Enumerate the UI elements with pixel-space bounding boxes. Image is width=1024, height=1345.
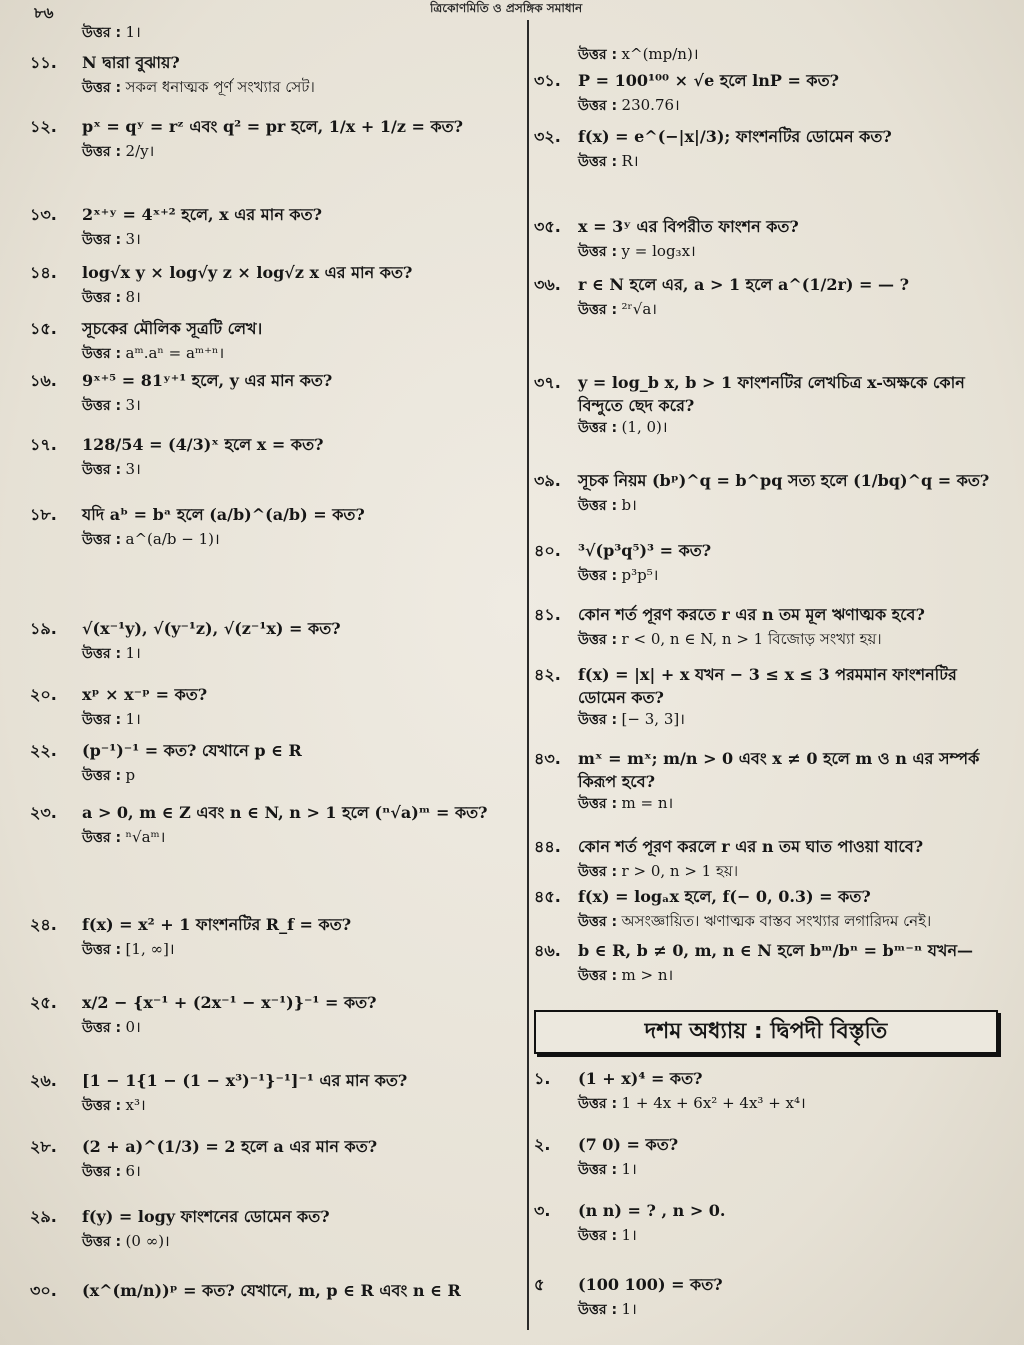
answer-text: m = n। [621,794,674,813]
answer-line [534,299,1010,321]
question-text: N দ্বারা বুঝায়? [82,53,180,72]
question-number: ৩১. [534,71,561,90]
question-row [30,368,518,395]
question-item [30,738,518,787]
answer-label: উত্তর : [578,98,618,114]
answer-text: m > n। [621,966,674,984]
question-item [534,370,1010,439]
question-text: যদি aᵇ = bᵃ হলে (a/b)^(a/b) = কত? [82,505,365,524]
question-row [534,746,1010,793]
answer-label: উত্তর : [82,646,122,662]
question-number: ২৯. [30,1207,57,1226]
answer-label: উত্তর : [82,25,122,41]
question-number: ৪৪. [534,837,561,856]
answer-label: উত্তর : [578,244,618,260]
answer-text: 3। [125,460,141,478]
answer-line [534,151,1010,173]
answer-label: উত্তর : [82,1234,122,1250]
question-row [30,502,518,529]
question-item [30,316,518,365]
answer-text: 1। [621,1300,637,1318]
question-item [534,602,1010,651]
question-row [534,124,1010,151]
question-item [534,938,1010,987]
answer-label: উত্তর : [578,568,618,584]
question-text: log√x y × log√y z × log√z x এর মান কত? [82,263,413,282]
column-divider [527,20,529,1330]
answer-text: b। [621,496,637,514]
question-item [30,1278,518,1305]
question-row [30,260,518,287]
question-item [534,214,1010,263]
answer-line [30,643,518,665]
answer-line [534,1159,1010,1181]
question-row [534,68,1010,95]
question-text: 9ˣ⁺⁵ = 81ʸ⁺¹ হলে, y এর মান কত? [82,371,333,390]
question-row [30,990,518,1017]
answer-line [534,629,1010,651]
answer-line [534,911,1010,933]
question-number: ৪০. [534,541,561,560]
answer-line [534,793,1010,815]
question-item [30,50,518,99]
question-item [30,22,518,44]
answer-label: উত্তর : [82,462,122,478]
question-number: ২৮. [30,1137,57,1156]
question-row [30,616,518,643]
question-row [534,272,1010,299]
question-item [534,44,1010,66]
answer-label: উত্তর : [82,290,122,306]
answer-line [30,395,518,417]
question-text: (1 + x)⁴ = কত? [578,1069,703,1088]
question-number: ৪৫. [534,887,561,906]
question-item [30,368,518,417]
answer-label: উত্তর : [578,302,618,318]
answer-text: 1। [621,1226,637,1244]
answer-label: উত্তর : [578,968,618,984]
question-number: ১. [534,1069,551,1088]
answer-label: উত্তর : [578,1096,618,1112]
question-item [30,432,518,481]
answer-text: 1। [125,23,141,41]
answer-text: (1, 0)। [621,418,668,437]
question-item [30,800,518,849]
answer-line [534,965,1010,987]
question-item [30,502,518,551]
answer-label: উত্তর : [578,632,618,648]
question-text: b ∈ R, b ≠ 0, m, n ∈ N হলে bᵐ/bⁿ = bᵐ⁻ⁿ যখন— [578,941,973,960]
answer-line [30,287,518,309]
question-number: ৩০. [30,1281,57,1300]
question-row [30,682,518,709]
question-item [534,538,1010,587]
answer-label: উত্তর : [82,830,122,846]
answer-label: উত্তর : [82,346,122,362]
question-item [534,1132,1010,1181]
question-text: ³√(p³q⁵)³ = কত? [578,541,712,560]
question-number: ২৬. [30,1071,57,1090]
question-item [534,272,1010,321]
answer-line [30,77,518,99]
answer-line [30,343,518,365]
answer-line [534,1299,1010,1321]
answer-text: সকল ধনাত্মক পূর্ণ সংখ্যার সেট। [125,78,315,96]
answer-label: উত্তর : [82,80,122,96]
question-item [30,1134,518,1183]
question-item [534,884,1010,933]
answer-line [30,22,518,44]
question-item [30,202,518,251]
answer-line [534,861,1010,883]
answer-label: উত্তর : [578,498,618,514]
answer-line [534,95,1010,117]
question-text: P = 100¹⁰⁰ × √e হলে lnP = কত? [578,71,840,90]
question-number: ২৩. [30,803,57,822]
answer-text: [− 3, 3]। [621,710,685,729]
answer-text: R। [621,152,639,170]
question-number: ৪২. [534,665,561,684]
question-number: ১৭. [30,435,57,454]
question-row [534,1272,1010,1299]
answer-line [30,1231,518,1253]
question-item [30,114,518,163]
answer-line [30,765,518,787]
question-text: (7 0) = কত? [578,1135,679,1154]
question-row [30,912,518,939]
answer-line [30,459,518,481]
question-row [30,1134,518,1161]
question-text: f(x) = |x| + x যখন − 3 ≤ x ≤ 3 পরমমান ফাংশনটির ডোমেন কত? [578,665,957,708]
question-item [30,616,518,665]
question-text: mˣ = mˣ; m/n > 0 এবং x ≠ 0 হলে m ও n এর সম্পর্ক কিরূপ হবে? [578,749,980,792]
question-row [534,468,1010,495]
question-row [534,214,1010,241]
question-number: ২৪. [30,915,57,934]
question-number: ১৪. [30,263,57,282]
answer-text: [1, ∞]। [125,940,175,958]
answer-line [534,1225,1010,1247]
question-row [534,884,1010,911]
answer-text: a^(a/b − 1)। [125,530,220,548]
question-text: (x^(m/n))ᵖ = কত? যেখানে, m, p ∈ R এবং n ∈ R [82,1281,461,1300]
answer-line [534,417,1010,439]
question-text: (2 + a)^(1/3) = 2 হলে a এর মান কত? [82,1137,378,1156]
answer-text: 3। [125,230,141,248]
answer-text: 1 + 4x + 6x² + 4x³ + x⁴। [621,1094,806,1112]
answer-label: উত্তর : [578,1162,618,1178]
answer-label: উত্তর : [82,942,122,958]
question-item [30,1204,518,1253]
question-row [534,662,1010,709]
question-text: f(x) = logₐx হলে, f(− 0, 0.3) = কত? [578,887,871,906]
question-number: ৩৯. [534,471,561,490]
answer-label: উত্তর : [82,1020,122,1036]
question-text: a > 0, m ∈ Z এবং n ∈ N, n > 1 হলে (ⁿ√a)ᵐ = কত? [82,803,488,822]
question-text: f(x) = x² + 1 ফাংশনটির R_f = কত? [82,915,352,934]
answer-label: উত্তর : [578,796,618,813]
answer-label: উত্তর : [578,1228,618,1244]
question-text: √(x⁻¹y), √(y⁻¹z), √(z⁻¹x) = কত? [82,619,341,638]
answer-text: p³p⁵। [621,566,659,584]
question-item [30,990,518,1039]
answer-label: উত্তর : [578,1302,618,1318]
question-number: ১২. [30,117,57,136]
question-text: (p⁻¹)⁻¹ = কত? যেখানে p ∈ R [82,741,302,760]
answer-line [534,565,1010,587]
question-item [534,746,1010,815]
answer-text: x³। [125,1096,146,1114]
question-number: ৩৭. [534,373,561,392]
answer-text: 2/y। [125,142,155,160]
answer-line [30,1095,518,1117]
question-number: ৪১. [534,605,561,624]
answer-line [30,1161,518,1183]
question-number: ১৫. [30,319,57,338]
running-head: ত্রিকোণমিতি ও প্রসঙ্গিক সমাধান [430,1,583,15]
question-item [534,662,1010,731]
question-item [30,682,518,731]
question-row [30,800,518,827]
question-number: ৩. [534,1201,551,1220]
question-row [534,1066,1010,1093]
answer-text: r < 0, n ∈ N, n > 1 বিজোড় সংখ্যা হয়। [621,630,882,648]
answer-text: (0 ∞)। [125,1232,170,1250]
question-number: ২. [534,1135,551,1154]
answer-line [30,529,518,551]
question-number: ১৯. [30,619,57,638]
question-row [30,114,518,141]
answer-label: উত্তর : [578,47,618,63]
answer-line [534,1093,1010,1115]
question-text: f(x) = e^(−|x|/3); ফাংশনটির ডোমেন কত? [578,127,892,146]
question-text: xᵖ × x⁻ᵖ = কত? [82,685,208,704]
answer-label: উত্তর : [82,144,122,160]
chapter-heading: দশম অধ্যায় : দ্বিপদী বিস্তৃতি [534,1010,998,1054]
question-text: x = 3ʸ এর বিপরীত ফাংশন কত? [578,217,799,236]
question-text: f(y) = logy ফাংশনের ডোমেন কত? [82,1207,330,1226]
question-text: 128/54 = (4/3)ˣ হলে x = কত? [82,435,324,454]
question-row [534,1198,1010,1225]
question-number: ৫ [534,1275,545,1294]
question-number: ১৬. [30,371,57,390]
question-text: (n n) = ? , n > 0. [578,1201,726,1220]
question-item [534,834,1010,883]
answer-line [534,44,1010,66]
answer-label: উত্তর : [578,420,618,437]
question-text: কোন শর্ত পূরণ করতে r এর n তম মূল ঋণাত্মক হবে? [578,605,925,624]
page-number: ৮৬ [34,4,54,22]
answer-label: উত্তর : [82,1098,122,1114]
answer-label: উত্তর : [578,914,618,930]
question-number: ৩৬. [534,275,561,294]
question-row [30,316,518,343]
answer-text: ²ʳ√a। [621,300,657,318]
question-row [534,538,1010,565]
answer-line [534,709,1010,731]
question-row [30,432,518,459]
question-item [534,1198,1010,1247]
question-number: ৪৬. [534,941,561,960]
answer-text: ⁿ√aᵐ। [125,828,166,846]
question-number: ৩৫. [534,217,561,236]
question-number: ১৩. [30,205,57,224]
question-text: সূচকের মৌলিক সূত্রটি লেখ। [82,319,263,338]
question-row [534,1132,1010,1159]
answer-label: উত্তর : [578,712,618,729]
question-item [30,260,518,309]
question-text: কোন শর্ত পূরণ করলে r এর n তম ঘাত পাওয়া যাবে? [578,837,924,856]
question-row [30,738,518,765]
question-item [534,68,1010,117]
answer-text: p [125,766,136,784]
answer-label: উত্তর : [82,532,122,548]
question-number: ১১. [30,53,57,72]
answer-text: 1। [125,710,141,728]
question-text: (100 100) = কত? [578,1275,723,1294]
answer-text: x^(mp/n)। [621,45,699,63]
answer-label: উত্তর : [82,232,122,248]
question-row [30,1278,518,1305]
question-item [534,468,1010,517]
answer-line [534,495,1010,517]
answer-text: 6। [125,1162,141,1180]
question-text: সূচক নিয়ম (bᵖ)^q = b^pq সত্য হলে (1/bq)^q = কত? [578,471,990,490]
question-row [30,202,518,229]
answer-label: উত্তর : [578,864,618,880]
question-text: x/2 − {x⁻¹ + (2x⁻¹ − x⁻¹)}⁻¹ = কত? [82,993,377,1012]
answer-text: aᵐ.aⁿ = aᵐ⁺ⁿ। [125,344,225,362]
answer-text: 8। [125,288,141,306]
question-row [30,1204,518,1231]
answer-label: উত্তর : [82,398,122,414]
answer-line [534,241,1010,263]
question-number: ২৫. [30,993,57,1012]
answer-text: y = log₃x। [621,242,696,260]
question-item [30,1068,518,1117]
question-text: 2ˣ⁺ʸ = 4ˣ⁺² হলে, x এর মান কত? [82,205,323,224]
answer-line [30,709,518,731]
question-number: ১৮. [30,505,57,524]
answer-label: উত্তর : [82,1164,122,1180]
answer-label: উত্তর : [578,154,618,170]
answer-line [30,229,518,251]
answer-text: 230.76। [621,96,680,114]
question-text: [1 − 1{1 − (1 − x³)⁻¹}⁻¹]⁻¹ এর মান কত? [82,1071,408,1090]
question-number: ২২. [30,741,57,760]
answer-text: অসংজ্ঞায়িত। ঋণাত্মক বাস্তব সংখ্যার লগারিদম নেই। [621,912,932,930]
question-row [534,602,1010,629]
question-row [30,1068,518,1095]
answer-label: উত্তর : [82,768,122,784]
answer-text: 1। [621,1160,637,1178]
question-row [534,938,1010,965]
question-number: ৩২. [534,127,561,146]
answer-text: 1। [125,644,141,662]
question-text: pˣ = qʸ = rᶻ এবং q² = pr হলে, 1/x + 1/z = কত? [82,117,464,136]
question-item [30,912,518,961]
answer-text: 0। [125,1018,141,1036]
question-text: r ∈ N হলে এর, a > 1 হলে a^(1/2r) = — ? [578,275,909,294]
question-row [30,50,518,77]
answer-line [30,1017,518,1039]
question-number: ২০. [30,685,57,704]
question-number: ৪৩. [534,749,561,768]
answer-text: r > 0, n > 1 হয়। [621,862,739,880]
answer-text: 3। [125,396,141,414]
question-text: y = log_b x, b > 1 ফাংশনটির লেখচিত্র x-অক্ষকে কোন বিন্দুতে ছেদ করে? [578,373,965,416]
answer-line [30,141,518,163]
question-item [534,1066,1010,1115]
answer-line [30,827,518,849]
answer-line [30,939,518,961]
answer-label: উত্তর : [82,712,122,728]
question-item [534,124,1010,173]
question-row [534,834,1010,861]
question-item [534,1272,1010,1321]
question-row [534,370,1010,417]
